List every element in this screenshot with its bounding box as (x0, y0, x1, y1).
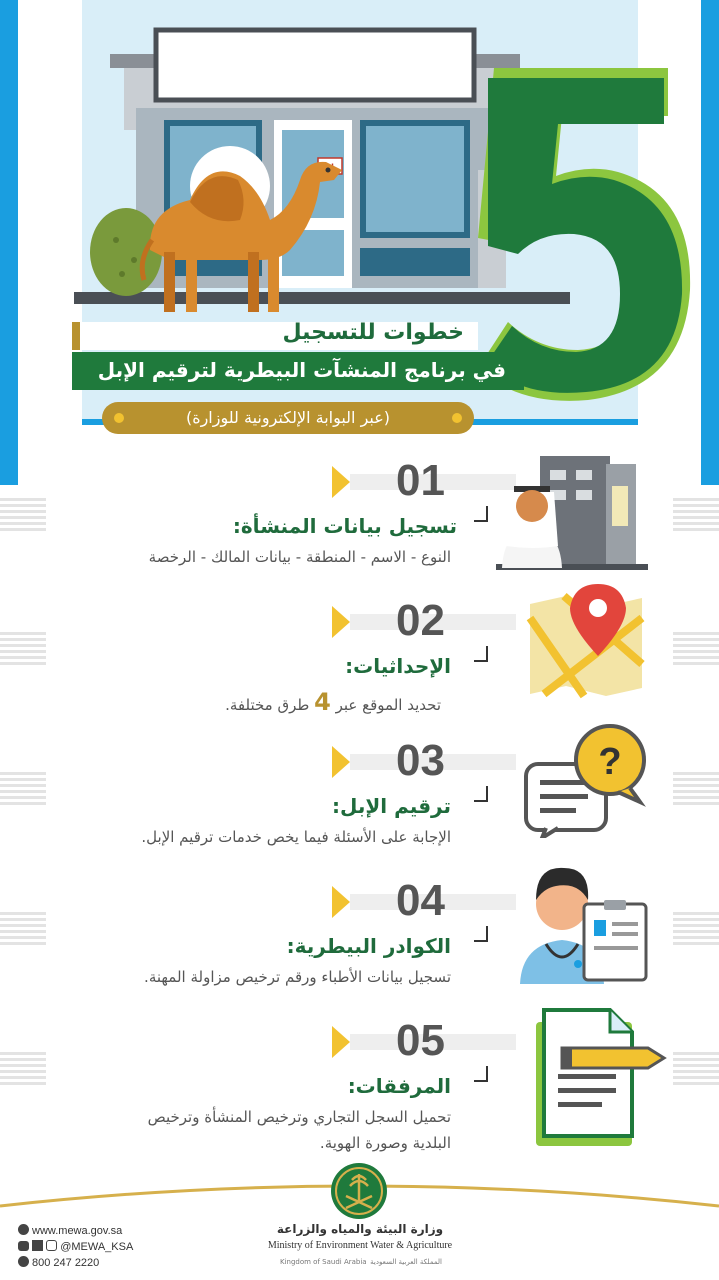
step-desc: النوع - الاسم - المنطقة - بيانات المالك - الرخصة (148, 548, 451, 566)
phone-number[interactable]: 800 247 2220 (32, 1257, 100, 1269)
step-arrow (332, 886, 350, 918)
social-row[interactable] (18, 1240, 133, 1253)
step-title: الإحداثيات: (345, 654, 451, 678)
twitter-icon[interactable] (18, 1241, 29, 1251)
document-pen-icon (528, 1006, 668, 1150)
instagram-icon[interactable] (46, 1240, 57, 1251)
step-arrow (332, 606, 350, 638)
globe-icon (18, 1224, 29, 1235)
ministry-name-ar: وزارة البيئة والمياه والزراعة (276, 1222, 444, 1236)
title-ribbon-bottom (72, 352, 524, 390)
step-desc-highlight: 4 (314, 688, 331, 716)
step-arrow (332, 466, 350, 498)
step-title: ترقيم الإبل: (332, 794, 451, 818)
big-five-number: 5 (578, 298, 579, 299)
step-desc: تسجيل بيانات الأطباء ورقم ترخيص مزاولة المهنة. (144, 968, 451, 986)
deco-lines-right (673, 498, 719, 534)
step-number: 03 (396, 736, 445, 785)
social-handle[interactable]: @MEWA_KSA (60, 1241, 134, 1253)
camel-illustration (130, 140, 350, 320)
left-blue-bar (0, 0, 18, 485)
facebook-icon[interactable] (32, 1240, 43, 1251)
hero-title-line2: في برنامج المنشآت البيطرية لترقيم الإبل (97, 358, 506, 382)
step-number: 02 (396, 596, 445, 645)
step-title: الكوادر البيطرية: (286, 934, 451, 958)
svg-text:?: ? (598, 741, 622, 783)
step-number: 04 (396, 876, 445, 925)
portal-label: (عبر البوابة الإلكترونية للوزارة) (185, 408, 391, 427)
phone-row[interactable] (18, 1256, 99, 1269)
map-pin-icon (524, 578, 648, 702)
question-chat-icon (522, 720, 650, 838)
step-desc-line1: تحميل السجل التجاري وترخيص المنشأة وترخيص (147, 1108, 451, 1126)
step-title: المرفقات: (347, 1074, 451, 1098)
hero-title-line1: خطوات للتسجيل (282, 320, 464, 345)
step-number: 05 (396, 1016, 445, 1065)
ministry-emblem-icon (330, 1162, 388, 1220)
step-desc: الإجابة على الأسئلة فيما يخص خدمات ترقيم الإبل. (141, 828, 451, 846)
title-ribbon-top (80, 322, 478, 350)
ministry-name-en: Ministry of Environment Water & Agriculture (267, 1240, 453, 1251)
phone-icon (18, 1256, 29, 1267)
kingdom-line: Kingdom of Saudi Arabia المملكة العربية السعودية (280, 1258, 442, 1266)
website-link[interactable]: www.mewa.gov.sa (32, 1225, 123, 1237)
website-row[interactable] (18, 1224, 122, 1237)
step-desc-line2: البلدية وصورة الهوية. (319, 1134, 451, 1152)
deco-lines-left (0, 498, 46, 534)
step-arrow (332, 746, 350, 778)
vet-doctor-icon (516, 860, 652, 984)
building-user-icon (496, 446, 656, 570)
step-arrow (332, 1026, 350, 1058)
step-number: 01 (396, 456, 445, 505)
step-desc: تحديد الموقع عبر 4 طرق مختلفة. (225, 688, 441, 716)
step-title: تسجيل بيانات المنشأة: (232, 514, 457, 538)
portal-pill (102, 402, 474, 434)
